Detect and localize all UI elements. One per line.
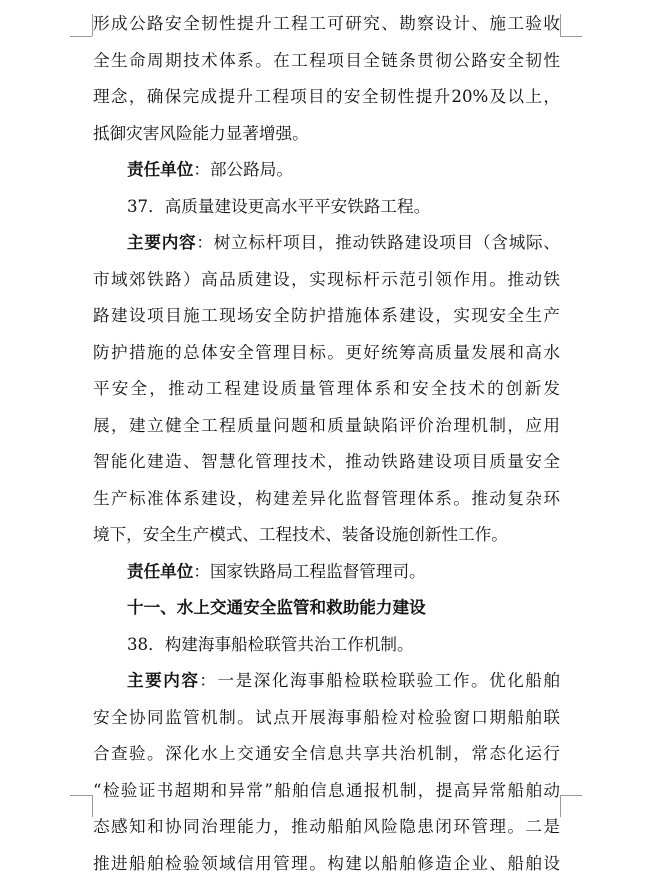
paragraph-line: 路建设项目施工现场安全防护措施体系建设，实现安全生产 [93,298,560,335]
paragraph-line: 防护措施的总体安全管理目标。更好统筹高质量发展和高水 [93,335,560,372]
responsible-unit-line [93,152,560,189]
crop-mark-bottom-left [70,795,92,796]
paragraph-line: 合查验。深化水上交通安全信息共享共治机制，常态化运行 [93,736,560,773]
responsible-unit-label: 责任单位 [127,562,193,581]
main-content-label: 主要内容 [127,671,199,690]
paragraph-line: 展，建立健全工程质量问题和质量缺陷评价治理机制，应用 [93,408,560,445]
paragraph-line: 平安全，推动工程建设质量管理体系和安全技术的创新发 [93,371,560,408]
responsible-unit-value: ：部公路局。 [193,160,293,179]
main-content-line [93,663,560,700]
main-content-text: ：树立标杆项目，推动铁路建设项目（含城际、 [196,233,560,252]
crop-mark-top-left [70,36,92,37]
crop-mark-top-right [560,14,561,36]
main-content-text: ：一是深化海事船检联检联验工作。优化船舶 [199,671,560,690]
section-heading: 十一、水上交通安全监管和救助能力建设 [93,590,560,627]
main-content-line [93,225,560,262]
responsible-unit-line [93,554,560,591]
document-body [93,6,560,882]
paragraph-line: 生产标准体系建设，构建差异化监督管理体系。推动复杂环 [93,481,560,518]
paragraph-line: 市域郊铁路）高品质建设，实现标杆示范引领作用。推动铁 [93,262,560,299]
paragraph-line: 理念，确保完成提升工程项目的安全韧性提升20%及以上， [93,79,560,116]
main-content-label: 主要内容 [127,233,196,252]
paragraph-line: 推进船舶检验领域信用管理。构建以船舶修造企业、船舶设 [93,846,560,882]
paragraph-line: 智能化建造、智慧化管理技术，推动铁路建设项目质量安全 [93,444,560,481]
crop-mark-bottom-right [560,795,561,817]
item-title: 38．构建海事船检联管共治工作机制。 [93,627,560,664]
paragraph-line: 形成公路安全韧性提升工程工可研究、勘察设计、施工验收 [93,6,560,43]
paragraph-line: 安全协同监管机制。试点开展海事船检对检验窗口期船舶联 [93,700,560,737]
paragraph-line: 全生命周期技术体系。在工程项目全链条贯彻公路安全韧性 [93,43,560,80]
item-title: 37．高质量建设更高水平平安铁路工程。 [93,189,560,226]
paragraph-line: 境下，安全生产模式、工程技术、装备设施创新性工作。 [93,517,560,554]
responsible-unit-label: 责任单位 [127,160,193,179]
paragraph-line: 抵御灾害风险能力显著增强。 [93,116,560,153]
paragraph-line: 态感知和协同治理能力，推动船舶风险隐患闭环管理。二是 [93,809,560,846]
responsible-unit-value: ：国家铁路局工程监督管理司。 [193,562,425,581]
paragraph-line: “检验证书超期和异常”船舶信息通报机制，提高异常船舶动 [93,773,560,810]
crop-mark-top-right [560,36,582,37]
crop-mark-bottom-right [560,795,582,796]
